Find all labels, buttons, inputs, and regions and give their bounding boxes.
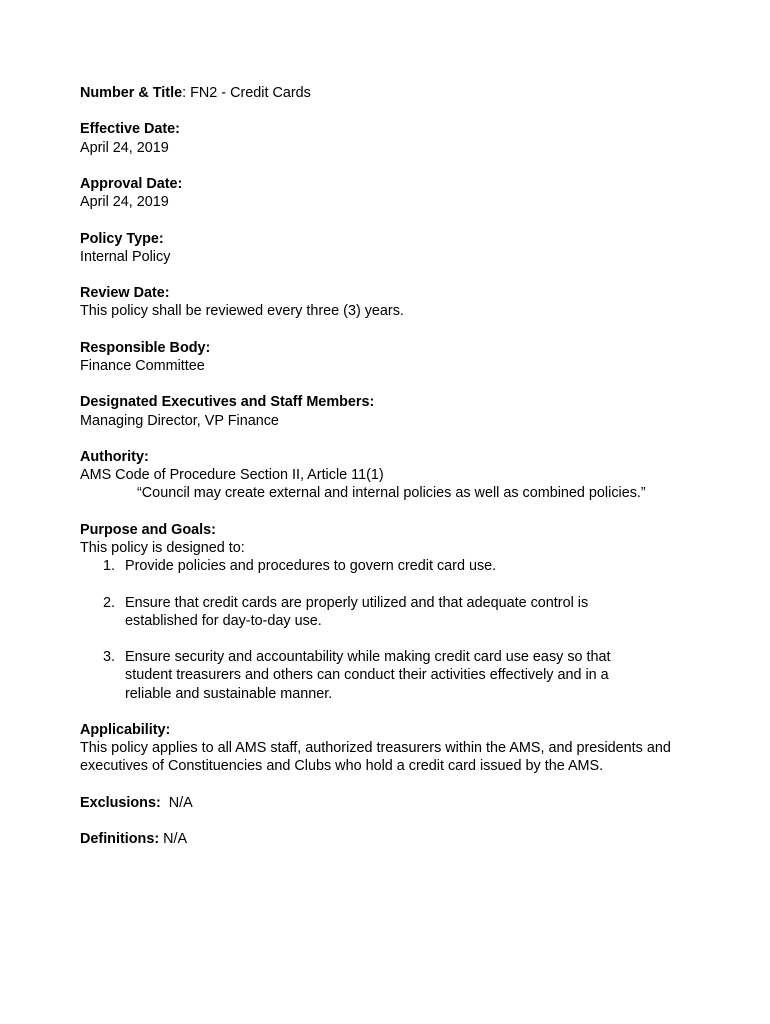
policy-type-section — [80, 230, 700, 266]
responsible-body-section — [80, 339, 700, 375]
applicability-value: This policy applies to all AMS staff, authorized treasurers within the AMS, and presidents and executives of Constituencies and Clubs who hold a credit card issued by the AMS. — [80, 740, 671, 775]
effective-date-value: April 24, 2019 — [80, 139, 169, 156]
designated-section — [80, 393, 700, 429]
number-title-section — [80, 84, 700, 102]
exclusions-value: N/A — [168, 794, 193, 811]
authority-value: AMS Code of Procedure Section II, Article 11(1) — [80, 467, 384, 484]
designated-label: Designated Executives and Staff Members: — [80, 394, 375, 411]
list-item — [80, 594, 700, 630]
number-title-label: Number & Title — [80, 85, 183, 101]
purpose-section — [80, 521, 700, 703]
purpose-goals-list — [80, 557, 700, 703]
list-item-text: Provide policies and procedures to govern credit card use. — [125, 558, 497, 575]
approval-date-section — [80, 175, 700, 211]
policy-type-label: Policy Type: — [80, 230, 164, 247]
purpose-label: Purpose and Goals: — [80, 521, 216, 538]
list-item — [80, 648, 700, 703]
exclusions-label: Exclusions: — [80, 794, 161, 811]
effective-date-section — [80, 120, 700, 156]
review-date-value: This policy shall be reviewed every three (3) years. — [80, 303, 404, 320]
responsible-body-value: Finance Committee — [80, 357, 205, 374]
applicability-label: Applicability: — [80, 721, 171, 738]
effective-date-label: Effective Date: — [80, 121, 180, 138]
responsible-body-label: Responsible Body: — [80, 339, 211, 356]
number-title-value: : FN2 - Credit Cards — [182, 85, 311, 101]
definitions-section — [80, 830, 700, 848]
list-item-number: 2. — [103, 594, 116, 611]
list-item-number: 1. — [103, 558, 116, 575]
applicability-section — [80, 721, 700, 776]
authority-label: Authority: — [80, 448, 149, 465]
list-item-text: Ensure that credit cards are properly utilized and that adequate control is established for day-to-day use. — [125, 594, 589, 629]
definitions-value: N/A — [163, 831, 188, 848]
approval-date-label: Approval Date: — [80, 175, 183, 192]
list-item-text: Ensure security and accountability while making credit card use easy so that student treasurers and others can conduct their activities effectively and in a reliable and sustainable manner. — [125, 649, 611, 702]
list-item-number: 3. — [103, 649, 116, 666]
purpose-intro: This policy is designed to: — [80, 539, 245, 556]
authority-quote: “Council may create external and internal policies as well as combined policies.” — [137, 485, 646, 502]
approval-date-value: April 24, 2019 — [80, 194, 169, 211]
authority-section — [80, 448, 700, 503]
policy-document — [80, 84, 700, 867]
review-date-section — [80, 284, 700, 320]
designated-value: Managing Director, VP Finance — [80, 412, 279, 429]
review-date-label: Review Date: — [80, 285, 170, 302]
list-item — [80, 557, 700, 575]
policy-type-value: Internal Policy — [80, 248, 171, 265]
definitions-label: Definitions: — [80, 831, 160, 848]
exclusions-section — [80, 794, 700, 812]
